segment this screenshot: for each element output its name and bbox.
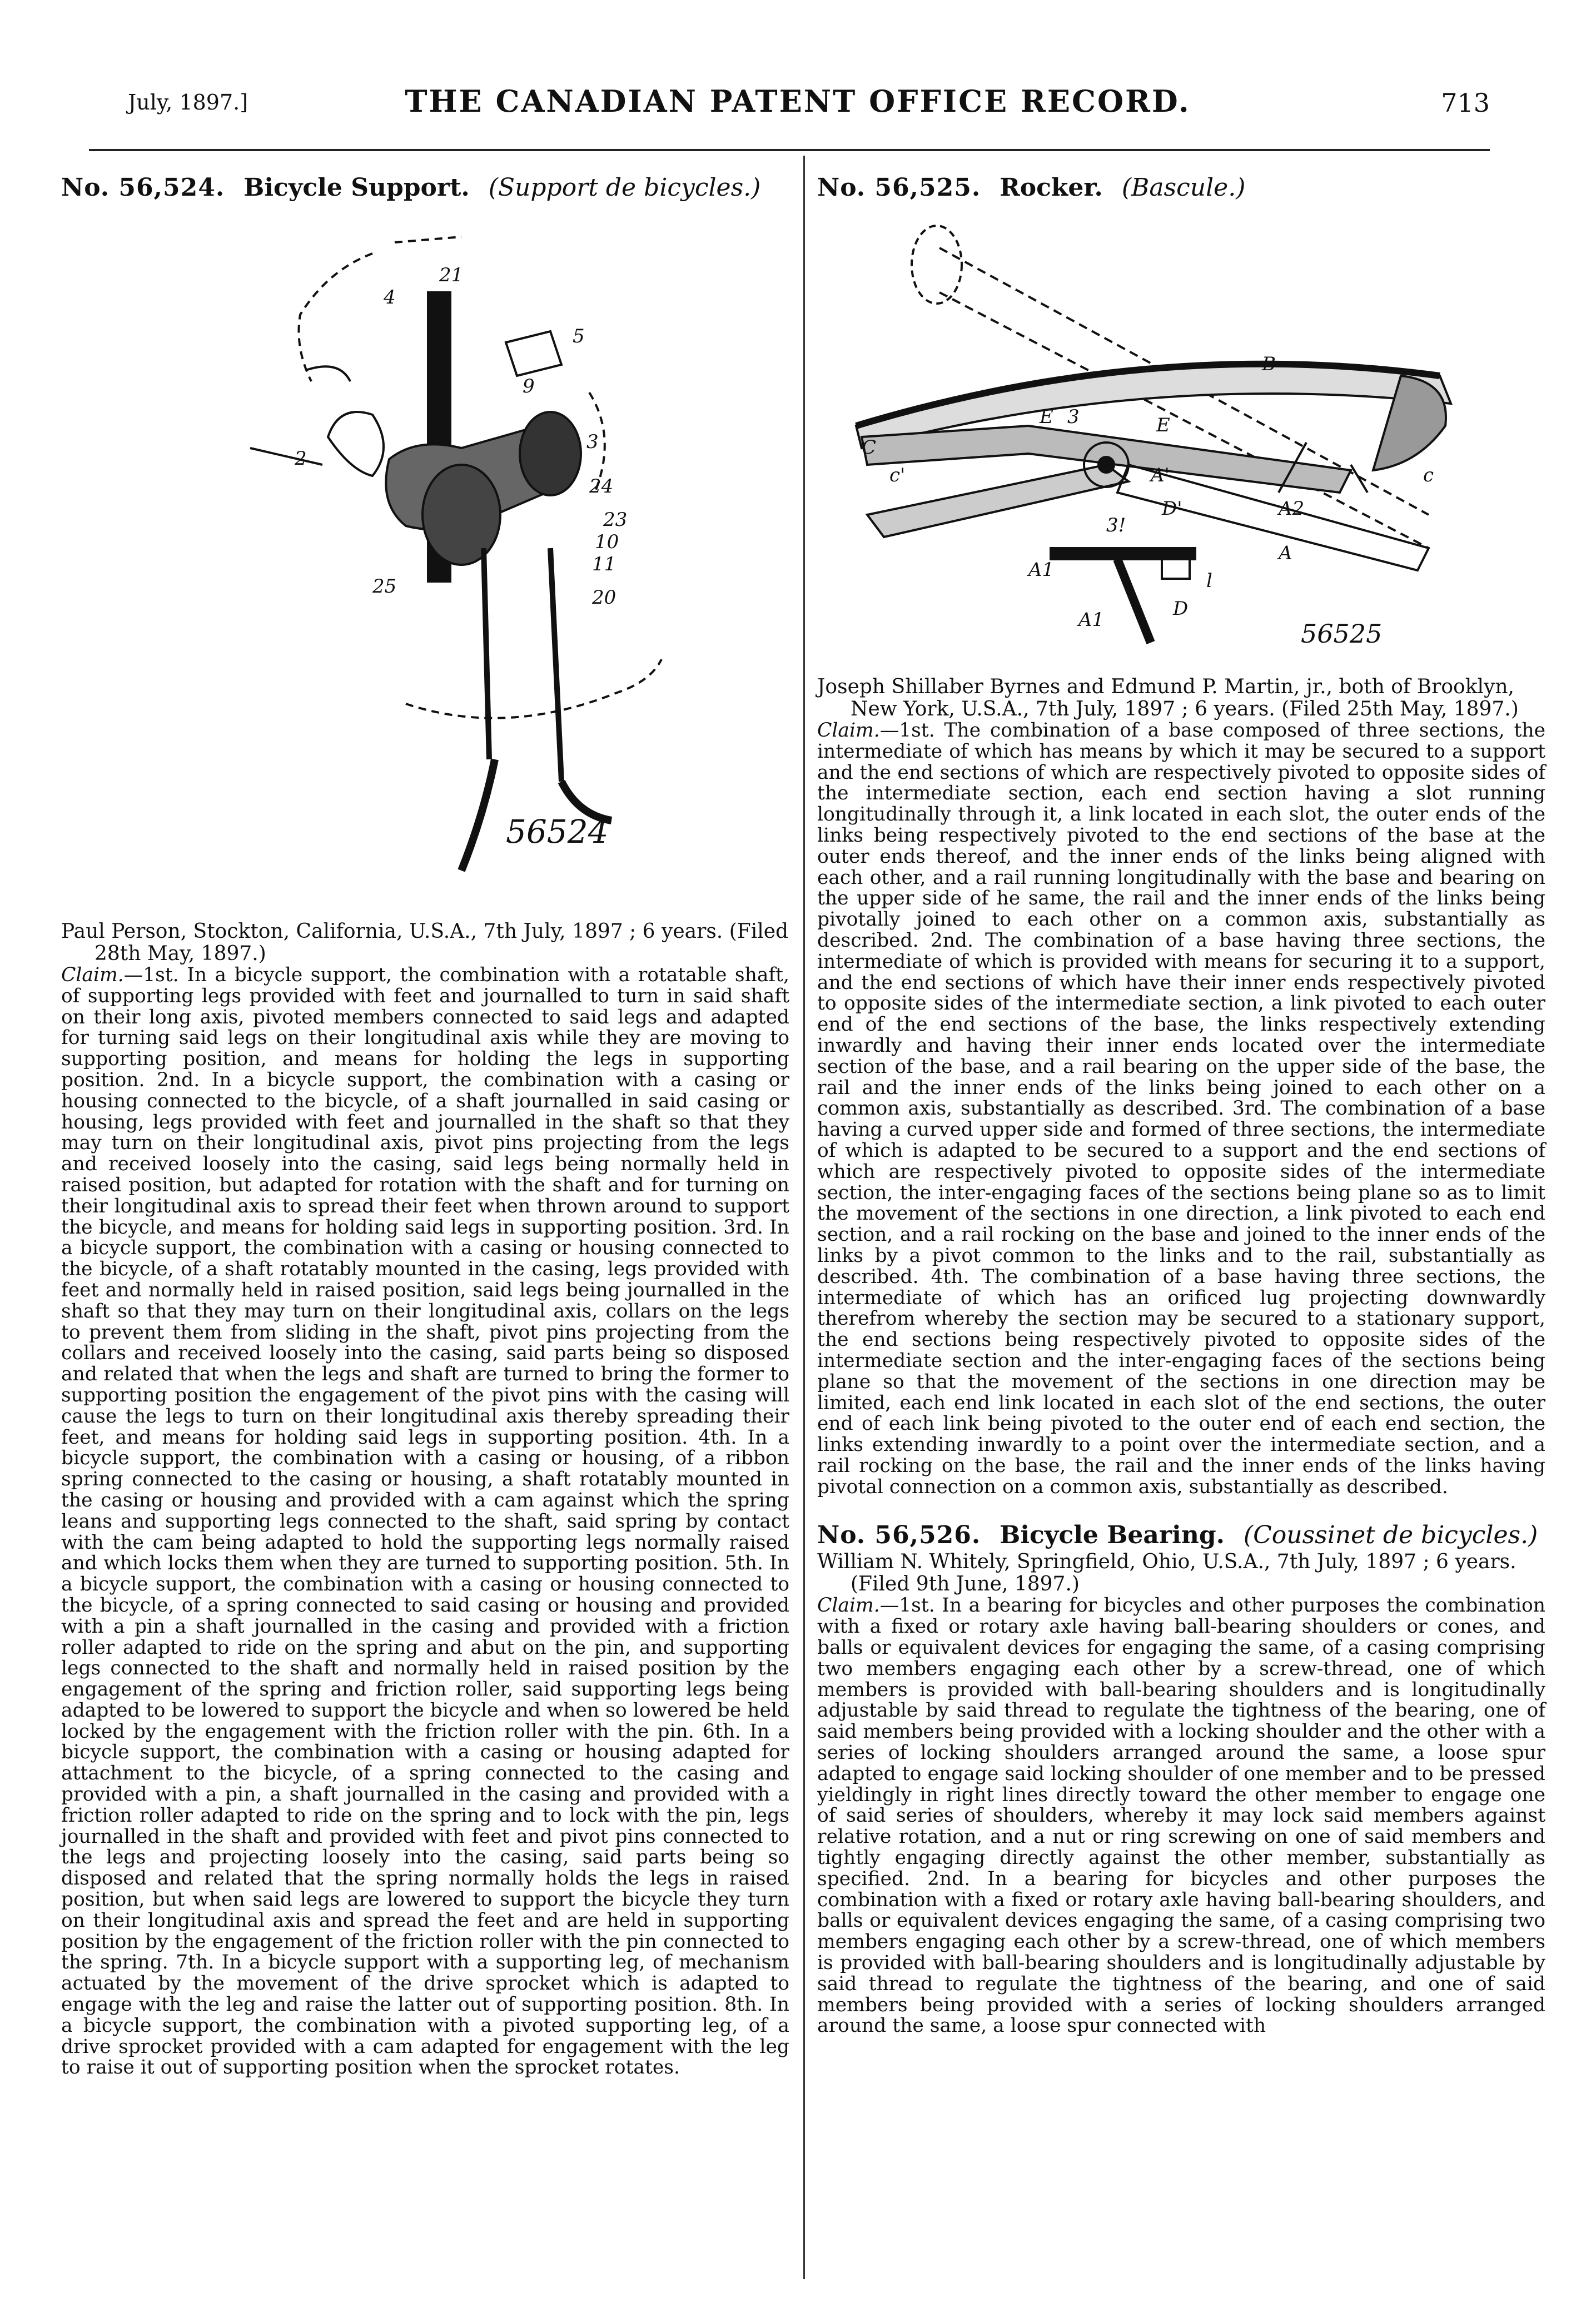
journal-title: THE CANADIAN PATENT OFFICE RECORD.	[405, 83, 1191, 119]
svg-text:A: A	[1279, 542, 1292, 564]
patent-number: No. 56,524.	[61, 173, 225, 202]
rocker-figure	[817, 203, 1545, 676]
claim-text	[817, 720, 1545, 1498]
svg-text:5: 5	[573, 325, 585, 347]
svg-text:23: 23	[603, 509, 628, 531]
inventor-info: Joseph Shillaber Byrnes and Edmund P. Martin, jr., both of Brooklyn, New York, U.S.A., 7th July, 1897 ; 6 years. (Filed 25th May, 1897.)	[817, 675, 1519, 720]
figure-number: 56525	[1301, 619, 1383, 649]
bicycle-support-drawing	[61, 203, 789, 921]
patent-french-title: (Support de bicycles.)	[488, 173, 761, 202]
svg-text:10: 10	[595, 531, 619, 553]
svg-text:A1: A1	[1028, 559, 1055, 581]
svg-text:D': D'	[1162, 498, 1182, 520]
svg-text:4: 4	[384, 286, 396, 309]
svg-text:l: l	[1206, 570, 1212, 592]
patent-heading	[817, 172, 1545, 203]
svg-text:2: 2	[295, 448, 307, 470]
claim-body: —1st. In a bearing for bicycles and other purposes the combination with a fixed or rotary axle having ball-bearing shoulders or cones, and balls or equivalent devices for engaging the same, of a casing comprising two members engaging each other by a screw-thread, one of which members is provided with ball-bearing shoulders and is longitudinally adjustable by said thread to regulate the tightness of the bearing, one of said members being provided with a locking shoulder and the other with a series of locking shoulders arranged around the same, a loose spur adapted to engage said locking shoulder of one member and to be pressed yieldingly in right lines directly toward the other member to engage one of said series of shoulders, whereby it may lock said members against relative rotation, and a nut or ring screwing on one of said members and tightly engaging directly against the other member, substantially as specified. 2nd. In a bearing for bicycles and other purposes the combination with a fixed or rotary axle having ball-bearing shoulders, and balls or equivalent devices engaging the same, of a casing comprising two members engaging each other by a screw-thread, one of which members is provided with ball-bearing shoulders and is longitudinally adjustable by said thread to regulate the tightness of the bearing, and one of said members being provided with a series of locking shoulders arranged around the same, a loose spur connected with	[817, 1594, 1545, 2037]
svg-text:24: 24	[589, 475, 614, 498]
svg-text:A2: A2	[1279, 498, 1305, 520]
svg-text:3!: 3!	[1106, 514, 1126, 536]
patent-heading	[817, 1520, 1545, 1551]
claim-text	[61, 965, 789, 2079]
svg-text:E: E	[1040, 406, 1053, 428]
claim-text	[817, 1595, 1545, 2037]
patent-title: Bicycle Bearing.	[1000, 1521, 1225, 1550]
left-column	[61, 172, 789, 2079]
svg-text:9: 9	[523, 375, 535, 397]
column-divider	[803, 156, 805, 2279]
claim-label: Claim.	[817, 1594, 880, 1617]
patent-number: No. 56,526.	[817, 1521, 981, 1550]
svg-text:20: 20	[592, 586, 616, 609]
inventor-info: Paul Person, Stockton, California, U.S.A., 7th July, 1897 ; 6 years. (Filed 28th May, 1897.)	[61, 920, 789, 965]
svg-text:D: D	[1173, 598, 1189, 620]
svg-text:21: 21	[439, 264, 464, 286]
patent-heading	[61, 172, 789, 203]
page-number: 713	[1441, 88, 1490, 118]
header-rule	[89, 149, 1490, 151]
svg-text:c': c'	[889, 464, 906, 486]
svg-text:3: 3	[586, 431, 599, 453]
svg-text:c: c	[1423, 464, 1434, 486]
patent-title: Rocker.	[1000, 173, 1103, 202]
claim-body: —1st. The combination of a base composed of three sections, the intermediate of which has means by which it may be secured to a support and the end sections of which are respectively pivoted to opposite sides of the intermediate section, each end section having a slot running longitudinally through it, a link located in each slot, the outer ends of the links being respectively pivoted to the end sections of the base at the outer ends thereof, and the inner ends of the links being aligned with each other, and a rail running longitudinally with the base and bearing on the upper side of he same, the rail and the inner ends of the links being pivotally joined to each other on a common axis, substantially as described. 2nd. The combination of a base having three sections, the intermediate of which is provided with means for securing it to a support, and the end sections of which have their inner ends respectively pivoted to opposite sides of the intermediate section, a link pivoted to each outer end of the end sections of the base, the links respectively extending inwardly and having their inner ends located over the intermediate section of the base, and a rail bearing on the upper side of the base, the rail and the inner ends of the links being joined to each other on a common axis, substantially as described. 3rd. The combination of a base having a curved upper side and formed of three sections, the intermediate of which is adapted to be secured to a support and the end sections of which are respectively pivoted to opposite sides of the intermediate section, the inter-engaging faces of the sections being plane so as to limit the movement of the sections in one direction, a link pivoted to each end section, and a rail rocking on the base and joined to the inner ends of the links by a pivot common to the links and to the rail, substantially as described. 4th. The combination of a base having three sections, the intermediate of which has an orificed lug projecting downwardly therefrom whereby the section may be secured to a stationary support, the end sections being respectively pivoted to opposite sides of the intermediate section and the inter-engaging faces of the sections being plane so that the movement of the sections in one direction may be limited, each end link located in each slot of the end sections, the outer end of each link being pivoted to the outer end of each end section, the links extending inwardly to a point over the intermediate section, and a rail rocking on the base, the rail and the inner ends of the links having pivotal connection on a common axis, substantially as described.	[817, 719, 1545, 1498]
patent-title: Bicycle Support.	[243, 173, 470, 202]
patent-number: No. 56,525.	[817, 173, 981, 202]
page-header	[95, 83, 1501, 122]
claim-label: Claim.	[61, 964, 124, 986]
bicycle-support-figure	[61, 203, 789, 921]
svg-text:B: B	[1262, 353, 1276, 375]
claim-label: Claim.	[817, 719, 880, 742]
svg-text:11: 11	[592, 553, 616, 575]
rocker-drawing	[817, 203, 1545, 676]
claim-body: —1st. In a bicycle support, the combination with a rotatable shaft, of supporting legs provided with feet and journalled to turn in said shaft on their long axis, pivoted members connected to said legs and adapted for turning said legs on their longitudinal axis while they are moving to supporting position, and means for holding the legs in supporting position. 2nd. In a bicycle support, the combination with a casing or housing connected to the bicycle, of a shaft journalled in said casing or housing, legs provided with feet and journalled in the shaft so that they may turn on their longitudinal axis, pivot pins projecting from the legs and received loosely into the casing, said legs being normally held in raised position, but adapted for rotation with the shaft and for turning on their longitudinal axis to spread their feet when thrown around to support the bicycle, and means for holding said legs in supporting position. 3rd. In a bicycle support, the combination with a casing or housing connected to the bicycle, of a shaft rotatably mounted in the casing, legs provided with feet and normally held in raised position, said legs being journalled in the shaft so that they may turn on their longitudinal axis, collars on the legs to prevent them from sliding in the shaft, pivot pins projecting from the collars and received loosely into the casing, said parts being so disposed and related that when the legs and shaft are turned to bring the former to supporting position the engagement of the pivot pins with the casing will cause the legs to turn on their longitudinal axis thereby spreading their feet, and means for holding said legs in supporting position. 4th. In a bicycle support, the combination with a casing or housing, of a ribbon spring connected to the casing or housing, a shaft rotatably mounted in the casing or housing and provided with a cam against which the spring leans and supporting legs connected to the shaft, said spring by contact with the cam being adapted to hold the supporting legs normally raised and which locks them when they are turned to supporting position. 5th. In a bicycle support, the combination with a casing or housing connected to the bicycle, of a spring connected to said casing or housing and provided with a pin a shaft journalled in the casing and provided with a friction roller adapted to ride on the spring and abut on the pin, and supporting legs connected to the shaft and normally held in raised position by the engagement of the spring and friction roller, said supporting legs being adapted to be lowered to support the bicycle and when so lowered be held locked by the engagement with the friction roller with the pin. 6th. In a bicycle support, the combination with a casing or housing adapted for attachment to the bicycle, of a spring connected to the casing and provided with a pin, a shaft journalled in the casing and provided with a friction roller adapted to ride on the spring and to lock with the pin, legs journalled in the shaft and provided with feet and pivot pins connected to the legs and projecting loosely into the casing, said parts being so disposed and related that the spring normally holds the legs in raised position, but when said legs are lowered to support the bicycle they turn on their longitudinal axis and spread the feet and are held in supporting position by the engagement of the friction roller with the pin connected to the spring. 7th. In a bicycle support with a supporting leg, of mechanism actuated by the movement of the drive sprocket which is adapted to engage with the leg and raise the latter out of supporting position. 8th. In a bicycle support, the combination with a pivoted supporting leg, of a drive sprocket provided with a cam adapted for engagement with the leg to raise it out of supporting position when the sprocket rotates.	[61, 964, 789, 2079]
svg-text:A1: A1	[1078, 609, 1105, 631]
right-column	[817, 172, 1545, 2037]
svg-text:C: C	[862, 436, 877, 459]
header-date: July, 1897.]	[128, 90, 248, 115]
inventor-info: William N. Whitely, Springfield, Ohio, U.S.A., 7th July, 1897 ; 6 years. (Filed 9th June, 1897.)	[817, 1550, 1517, 1596]
figure-number: 56524	[506, 813, 609, 851]
svg-text:25: 25	[372, 575, 397, 598]
svg-text:E: E	[1156, 414, 1170, 436]
svg-text:A': A'	[1151, 464, 1170, 486]
patent-french-title: (Coussinet de bicycles.)	[1243, 1521, 1538, 1550]
svg-text:3: 3	[1067, 406, 1080, 428]
patent-french-title: (Bascule.)	[1121, 173, 1246, 202]
